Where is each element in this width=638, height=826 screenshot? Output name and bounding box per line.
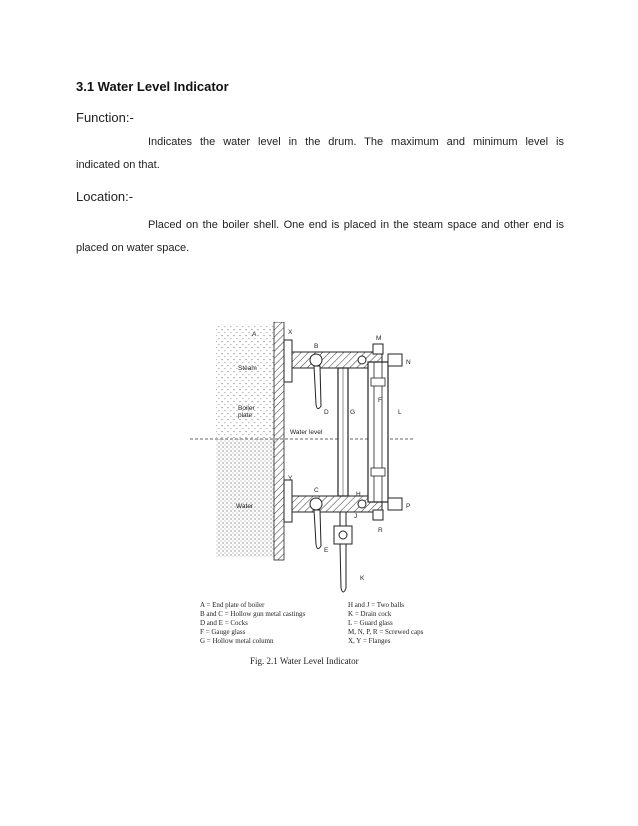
label-f: F — [378, 397, 382, 404]
label-water-level: Water level — [290, 429, 323, 436]
location-label: Location:- — [76, 189, 134, 204]
label-m: M — [376, 335, 382, 342]
legend-left-item: D and E = Cocks — [200, 619, 248, 627]
label-x: X — [288, 329, 293, 336]
label-k: K — [360, 575, 365, 582]
screwed-cap-m — [373, 344, 383, 354]
label-y: Y — [288, 475, 293, 482]
legend-left-item: G = Hollow metal column — [200, 637, 274, 645]
boiler-end-plate — [274, 322, 284, 560]
label-water: Water — [236, 503, 254, 510]
label-a: A — [252, 331, 257, 338]
legend-left-item: B and C = Hollow gun metal castings — [200, 610, 306, 618]
cock-e-handle — [314, 510, 321, 549]
legend-left-item: A = End plate of boiler — [200, 601, 265, 609]
cock-d-plug — [310, 354, 322, 366]
label-l: L — [398, 409, 402, 416]
label-boiler-plate-1: Boiler — [238, 405, 255, 412]
ball-j — [358, 500, 366, 508]
legend-right-item: K = Drain cock — [348, 610, 392, 618]
location-line-1: Placed on the boiler shell. One end is placed in the steam space and other end is — [148, 219, 564, 231]
label-j: J — [354, 513, 358, 520]
water-space — [216, 439, 274, 557]
function-paragraph — [76, 131, 564, 177]
ball-h — [358, 356, 366, 364]
label-e: E — [324, 547, 329, 554]
function-line-2: indicated on that. — [76, 159, 160, 171]
flange-x — [284, 340, 292, 382]
label-n: N — [406, 359, 411, 366]
legend-left-item: F = Gauge glass — [200, 628, 246, 636]
water-level-indicator-figure — [190, 322, 450, 682]
screwed-cap-n — [388, 354, 402, 366]
label-c: C — [314, 487, 319, 494]
legend-right-item: M, N, P, R = Screwed caps — [348, 628, 424, 636]
label-r: R — [378, 527, 383, 534]
label-boiler-plate-2: plate — [238, 412, 253, 419]
location-line-2: placed on water space. — [76, 242, 190, 254]
label-d: D — [324, 409, 329, 416]
function-line-1: Indicates the water level in the drum. The maximum and minimum level is — [148, 136, 564, 148]
flange-y — [284, 480, 292, 522]
label-h: H — [356, 491, 361, 498]
label-g: G — [350, 409, 356, 416]
screwed-cap-r — [373, 510, 383, 520]
label-steam: Steam — [238, 365, 257, 372]
label-p: P — [406, 503, 411, 510]
location-paragraph — [76, 214, 564, 260]
cock-d-handle — [314, 366, 321, 409]
figure-legend — [200, 601, 424, 645]
figure-caption: Fig. 2.1 Water Level Indicator — [250, 656, 359, 666]
legend-right-item: X, Y = Flanges — [348, 637, 391, 645]
legend-right-item: L = Guard glass — [348, 619, 393, 627]
cock-e-plug — [310, 498, 322, 510]
label-b: B — [314, 343, 319, 350]
drain-cock-handle — [340, 544, 346, 592]
legend-right-item: H and J = Two balls — [348, 601, 405, 609]
function-label: Function:- — [76, 110, 134, 125]
section-heading: 3.1 Water Level Indicator — [76, 79, 229, 94]
screwed-cap-p — [388, 498, 402, 510]
steam-space — [216, 324, 274, 439]
